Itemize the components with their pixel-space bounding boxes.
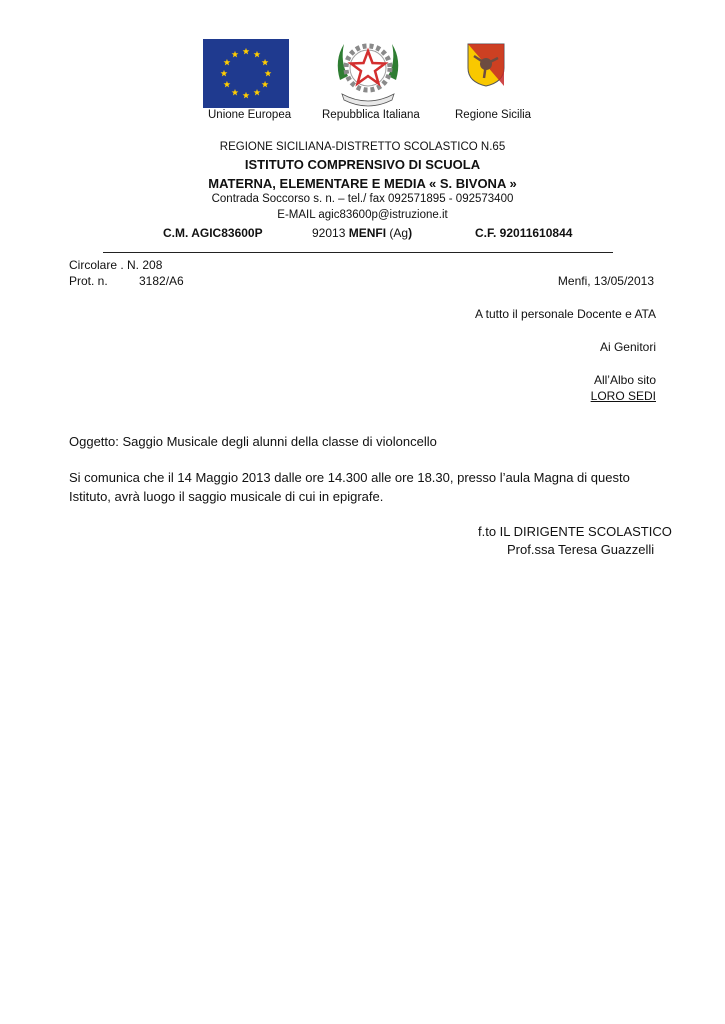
italy-caption: Repubblica Italiana <box>322 109 420 121</box>
recipient-staff: A tutto il personale Docente e ATA <box>475 307 656 321</box>
protocol-value: 3182/A6 <box>139 274 184 288</box>
sicily-region-shield <box>466 42 506 88</box>
protocol-label: Prot. n. <box>69 274 108 288</box>
circolare-number: Circolare . N. 208 <box>69 258 163 272</box>
recipient-parents: Ai Genitori <box>599 340 656 354</box>
place-date: Menfi, 13/05/2013 <box>557 274 654 288</box>
header-line-email: E-MAIL agic83600p@istruzione.it <box>277 209 448 221</box>
subject-line: Oggetto: Saggio Musicale degli alunni della classe di violoncello <box>69 434 437 449</box>
body-paragraph-line-1: Si comunica che il 14 Maggio 2013 dalle ore 14.300 alle ore 18.30, presso l’aula Magna di questo <box>69 470 630 485</box>
eu-flag-logo <box>203 39 289 108</box>
header-line-schools: MATERNA, ELEMENTARE E MEDIA « S. BIVONA » <box>208 176 517 191</box>
signature-title: f.to IL DIRIGENTE SCOLASTICO <box>478 524 672 539</box>
header-line-address: Contrada Soccorso s. n. – tel./ fax 092571895 - 092573400 <box>211 193 514 205</box>
header-city-close: ) <box>408 226 413 240</box>
italian-republic-emblem <box>330 32 406 110</box>
header-city <box>312 226 412 240</box>
header-line-district: REGIONE SICILIANA-DISTRETTO SCOLASTICO N.65 <box>219 141 506 153</box>
header-cm-code: C.M. AGIC83600P <box>163 226 263 240</box>
header-line-institute: ISTITUTO COMPRENSIVO DI SCUOLA <box>244 157 481 172</box>
header-city-name: MENFI <box>348 226 387 240</box>
sicily-caption: Regione Sicilia <box>455 109 532 121</box>
eu-caption: Unione Europea <box>208 109 292 121</box>
header-city-prefix: 92013 <box>312 226 349 240</box>
header-cf-code: C.F. 92011610844 <box>475 226 573 240</box>
header-city-suffix: (Ag <box>386 226 409 240</box>
body-paragraph-line-2: Istituto, avrà luogo il saggio musicale di cui in epigrafe. <box>69 489 384 504</box>
signature-name: Prof.ssa Teresa Guazzelli <box>507 542 655 557</box>
header-divider <box>103 252 613 253</box>
recipient-loro-sedi: LORO SEDI <box>590 389 656 403</box>
recipient-albo: All’Albo sito <box>593 373 656 387</box>
